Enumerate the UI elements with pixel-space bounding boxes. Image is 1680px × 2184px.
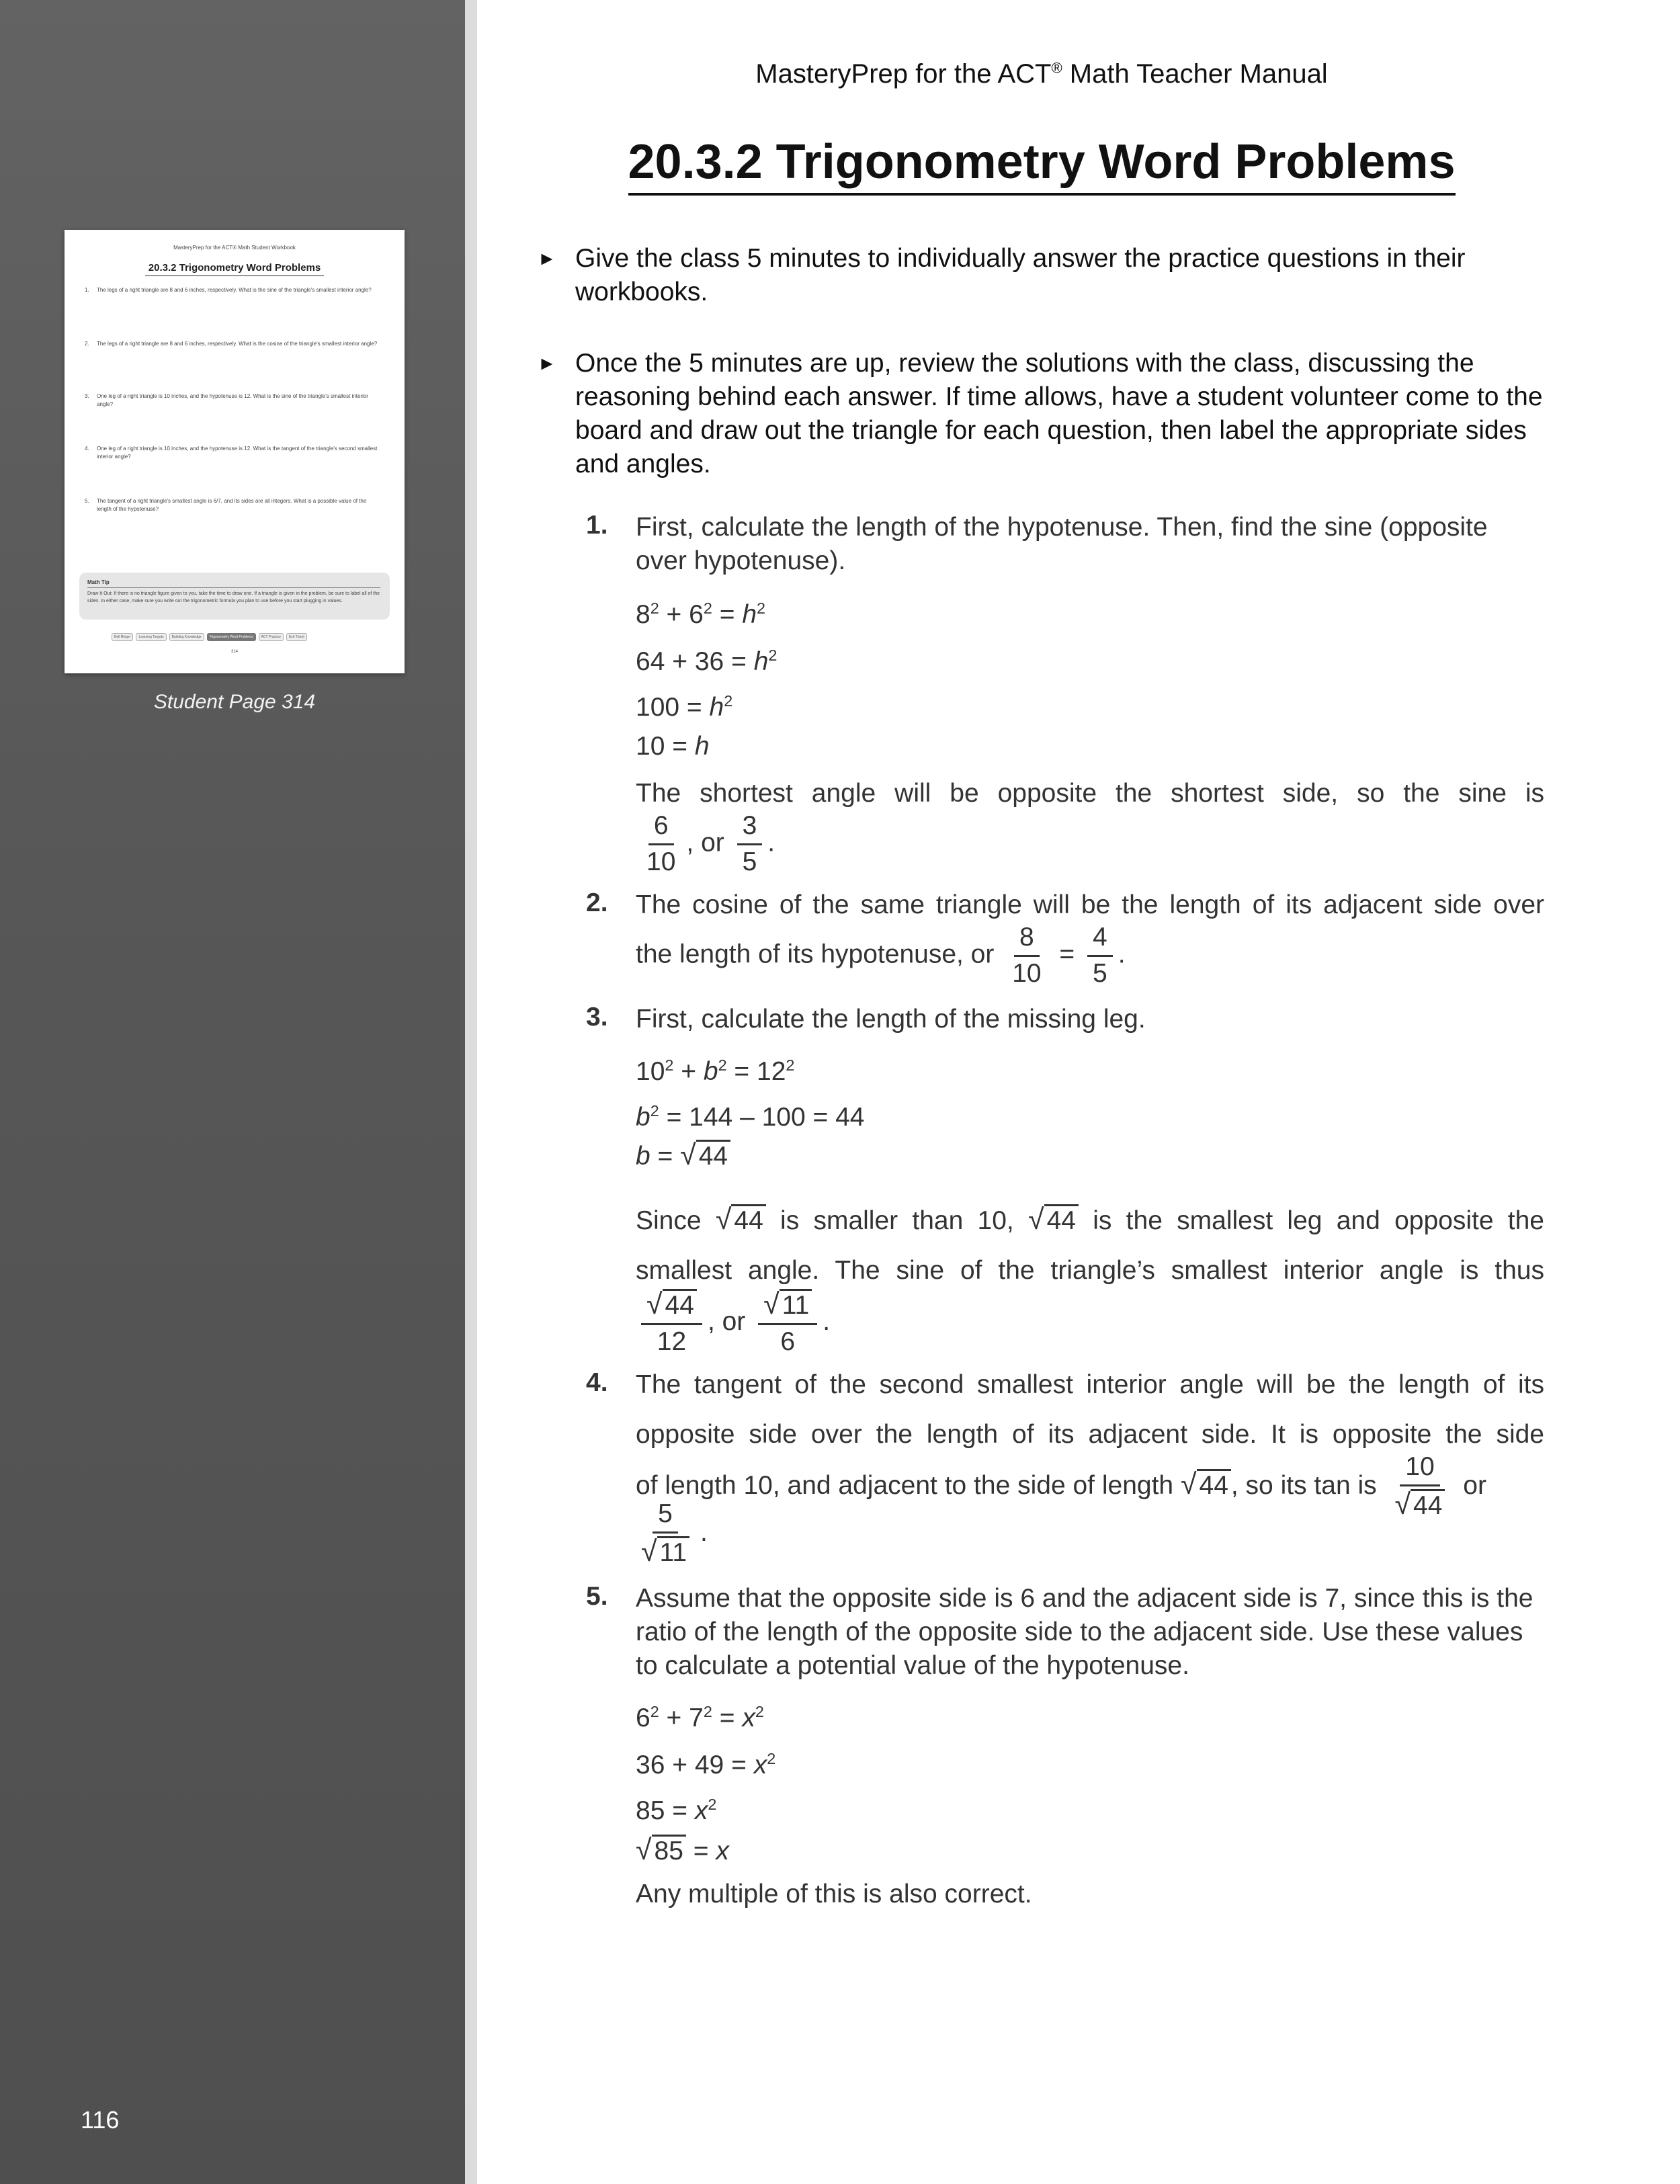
thumb-question: 4. One leg of a right triangle is 10 inches, and the hypotenuse is 12. What is the tangent of the triangle's second smallest interior angle?	[85, 446, 378, 460]
solution-number: 4.	[586, 1368, 608, 1397]
answer-fractions: $\frac{√ 44}{12}$ , or $\frac{√ 11}{6}$ .	[636, 1289, 830, 1357]
bullet-arrow-icon: ►	[538, 248, 556, 269]
square-root: √ 85	[636, 1837, 686, 1865]
square-root: √ 44	[1028, 1206, 1079, 1235]
fraction: $\frac{10}{√ 44}$	[1389, 1453, 1450, 1521]
fraction: $\frac{5}{√ 11}$	[636, 1500, 695, 1568]
student-page-thumbnail[interactable]	[65, 230, 405, 673]
thumb-tab: Bell Ringer	[112, 633, 133, 641]
answer-fractions: $\frac{6}{10}$ , or $\frac{3}{5}$ .	[636, 812, 775, 877]
thumb-header: MasteryPrep for the ACT® Math Student Workbook	[173, 245, 296, 251]
equation: $85 = x^2$	[636, 1796, 717, 1825]
thumb-tip-body: Draw It Out: If there is no triangle figure given to you, take the time to draw one. If a triangle is given in the problem, be sure to label all of the sides. In either case, make sure you write out the trigonometric formula you plan to use before you start plugging in values.	[87, 591, 380, 603]
section-title: 20.3.2 Trigonometry Word Problems	[0, 134, 1680, 190]
solution-number: 2.	[586, 888, 608, 917]
answer-fractions: $\frac{5}{√ 11}$ .	[636, 1500, 708, 1568]
equation: b = √ 44	[636, 1138, 730, 1173]
instruction-bullet: ► Once the 5 minutes are up, review the solutions with the class, discussing the reasoning behind each answer. If time allows, have a student volunteer come to the board and draw out the triangle for each question, then label the appropriate sides and angles.	[538, 347, 1559, 481]
equation: √ 85 = x	[636, 1834, 729, 1866]
sidebar-divider	[465, 0, 477, 2184]
thumb-question: 2. The legs of a right triangle are 8 and 6 inches, respectively. What is the cosine of the triangle's smallest interior angle?	[85, 341, 378, 347]
fraction: $\frac{8}{10}$	[1012, 923, 1042, 988]
thumb-math-tip	[79, 573, 390, 620]
equation: 10 = h	[636, 732, 710, 761]
sidebar	[0, 0, 465, 2184]
solution-text: Any multiple of this is also correct.	[636, 1880, 1032, 1908]
thumb-question: 3. One leg of a right triangle is 10 inches, and the hypotenuse is 12. What is the sine of the triangle's smallest interior angle?	[85, 393, 368, 407]
instruction-bullet: ► Give the class 5 minutes to individually answer the practice questions in their workbooks.	[538, 242, 1559, 309]
solution-number: 5.	[586, 1582, 608, 1611]
square-root: √ 44	[680, 1142, 730, 1171]
thumb-title: 20.3.2 Trigonometry Word Problems	[148, 262, 321, 274]
fraction: $\frac{√ 11}{6}$	[758, 1289, 817, 1357]
thumb-page-number: 314	[230, 650, 238, 654]
solution-text: First, calculate the length of the hypotenuse. Then, find the sine (opposite over hypotenuse).	[636, 513, 1488, 575]
fraction: $\frac{6}{10}$	[646, 811, 676, 876]
equation: $b^2 = 144 - 100 = 44$	[636, 1102, 865, 1132]
page-number: 116	[81, 2106, 120, 2134]
solution-text: The shortest angle will be opposite the shortest side, so the sine is	[636, 779, 1544, 808]
bullet-arrow-icon: ►	[538, 353, 556, 374]
solution-number: 1.	[586, 511, 608, 540]
thumb-tabs	[112, 633, 367, 641]
square-root: √ 44	[1181, 1471, 1231, 1500]
fraction: $\frac{4}{5}$	[1087, 923, 1113, 989]
thumb-tip-heading: Math Tip	[87, 579, 110, 585]
equation: $36 + 49 = x^2$	[636, 1750, 776, 1779]
solution-text: The tangent of the second smallest interior angle will be the length of its	[636, 1370, 1544, 1399]
fraction: $\frac{√ 44}{12}$	[641, 1289, 702, 1357]
equation: $64 + 36 = h^2$	[636, 646, 778, 676]
equation: $8^2 + 6^2 = h^2$	[636, 599, 766, 629]
thumb-tab: Building Knowledge	[169, 633, 204, 641]
solution-text: opposite side over the length of its adjacent side. It is opposite the side	[636, 1420, 1544, 1449]
equation: $100 = h^2$	[636, 692, 733, 722]
thumb-tab: Learning Targets	[136, 633, 166, 641]
square-root: √ 44	[716, 1206, 766, 1235]
equation: $6^2 + 7^2 = x^2$	[636, 1703, 764, 1732]
solution-text: Since √ 44 is smaller than 10, √ 44 is the smallest leg and opposite the	[636, 1204, 1544, 1236]
thumb-question: 5. The tangent of a right triangle's smallest angle is 6/7, and its sides are all integers. What is a possible value of the length of the hypotenuse?	[85, 498, 367, 512]
thumb-tab: Exit Ticket	[286, 633, 307, 641]
solution-number: 3.	[586, 1003, 608, 1032]
solution-text: of length 10, and adjacent to the side of length √ 44 , so its tan is $\frac{10}{√ 44}$ or	[636, 1452, 1486, 1521]
thumb-tab-active: Trigonometry Word Problems	[207, 633, 256, 641]
thumb-question: 1. The legs of a right triangle are 8 and 6 inches, respectively. What is the sine of the triangle's smallest interior angle?	[85, 287, 372, 293]
solution-text: smallest angle. The sine of the triangle’s smallest interior angle is thus	[636, 1256, 1544, 1285]
solution-text: The cosine of the same triangle will be the length of its adjacent side over	[636, 890, 1544, 919]
fraction: $\frac{3}{5}$	[737, 812, 763, 877]
solution-text: First, calculate the length of the missing leg.	[636, 1005, 1146, 1034]
solution-text: the length of its hypotenuse, or $\frac{8}{10}$ = $\frac{4}{5}$ .	[636, 923, 1126, 988]
manual-header: MasteryPrep for the ACT® Math Teacher Manual	[755, 59, 1328, 89]
thumb-tip-rule	[87, 587, 380, 588]
solution-text: Assume that the opposite side is 6 and the adjacent side is 7, since this is the ratio of the length of the opposite side to the adjacent side. Use these values to calculate a potential value of the hypotenuse.	[636, 1584, 1534, 1680]
equation: $10^2 + b^2 = 12^2$	[636, 1056, 795, 1086]
thumbnail-caption: Student Page 314	[153, 691, 316, 713]
thumb-tab: ACT Practice	[259, 633, 284, 641]
